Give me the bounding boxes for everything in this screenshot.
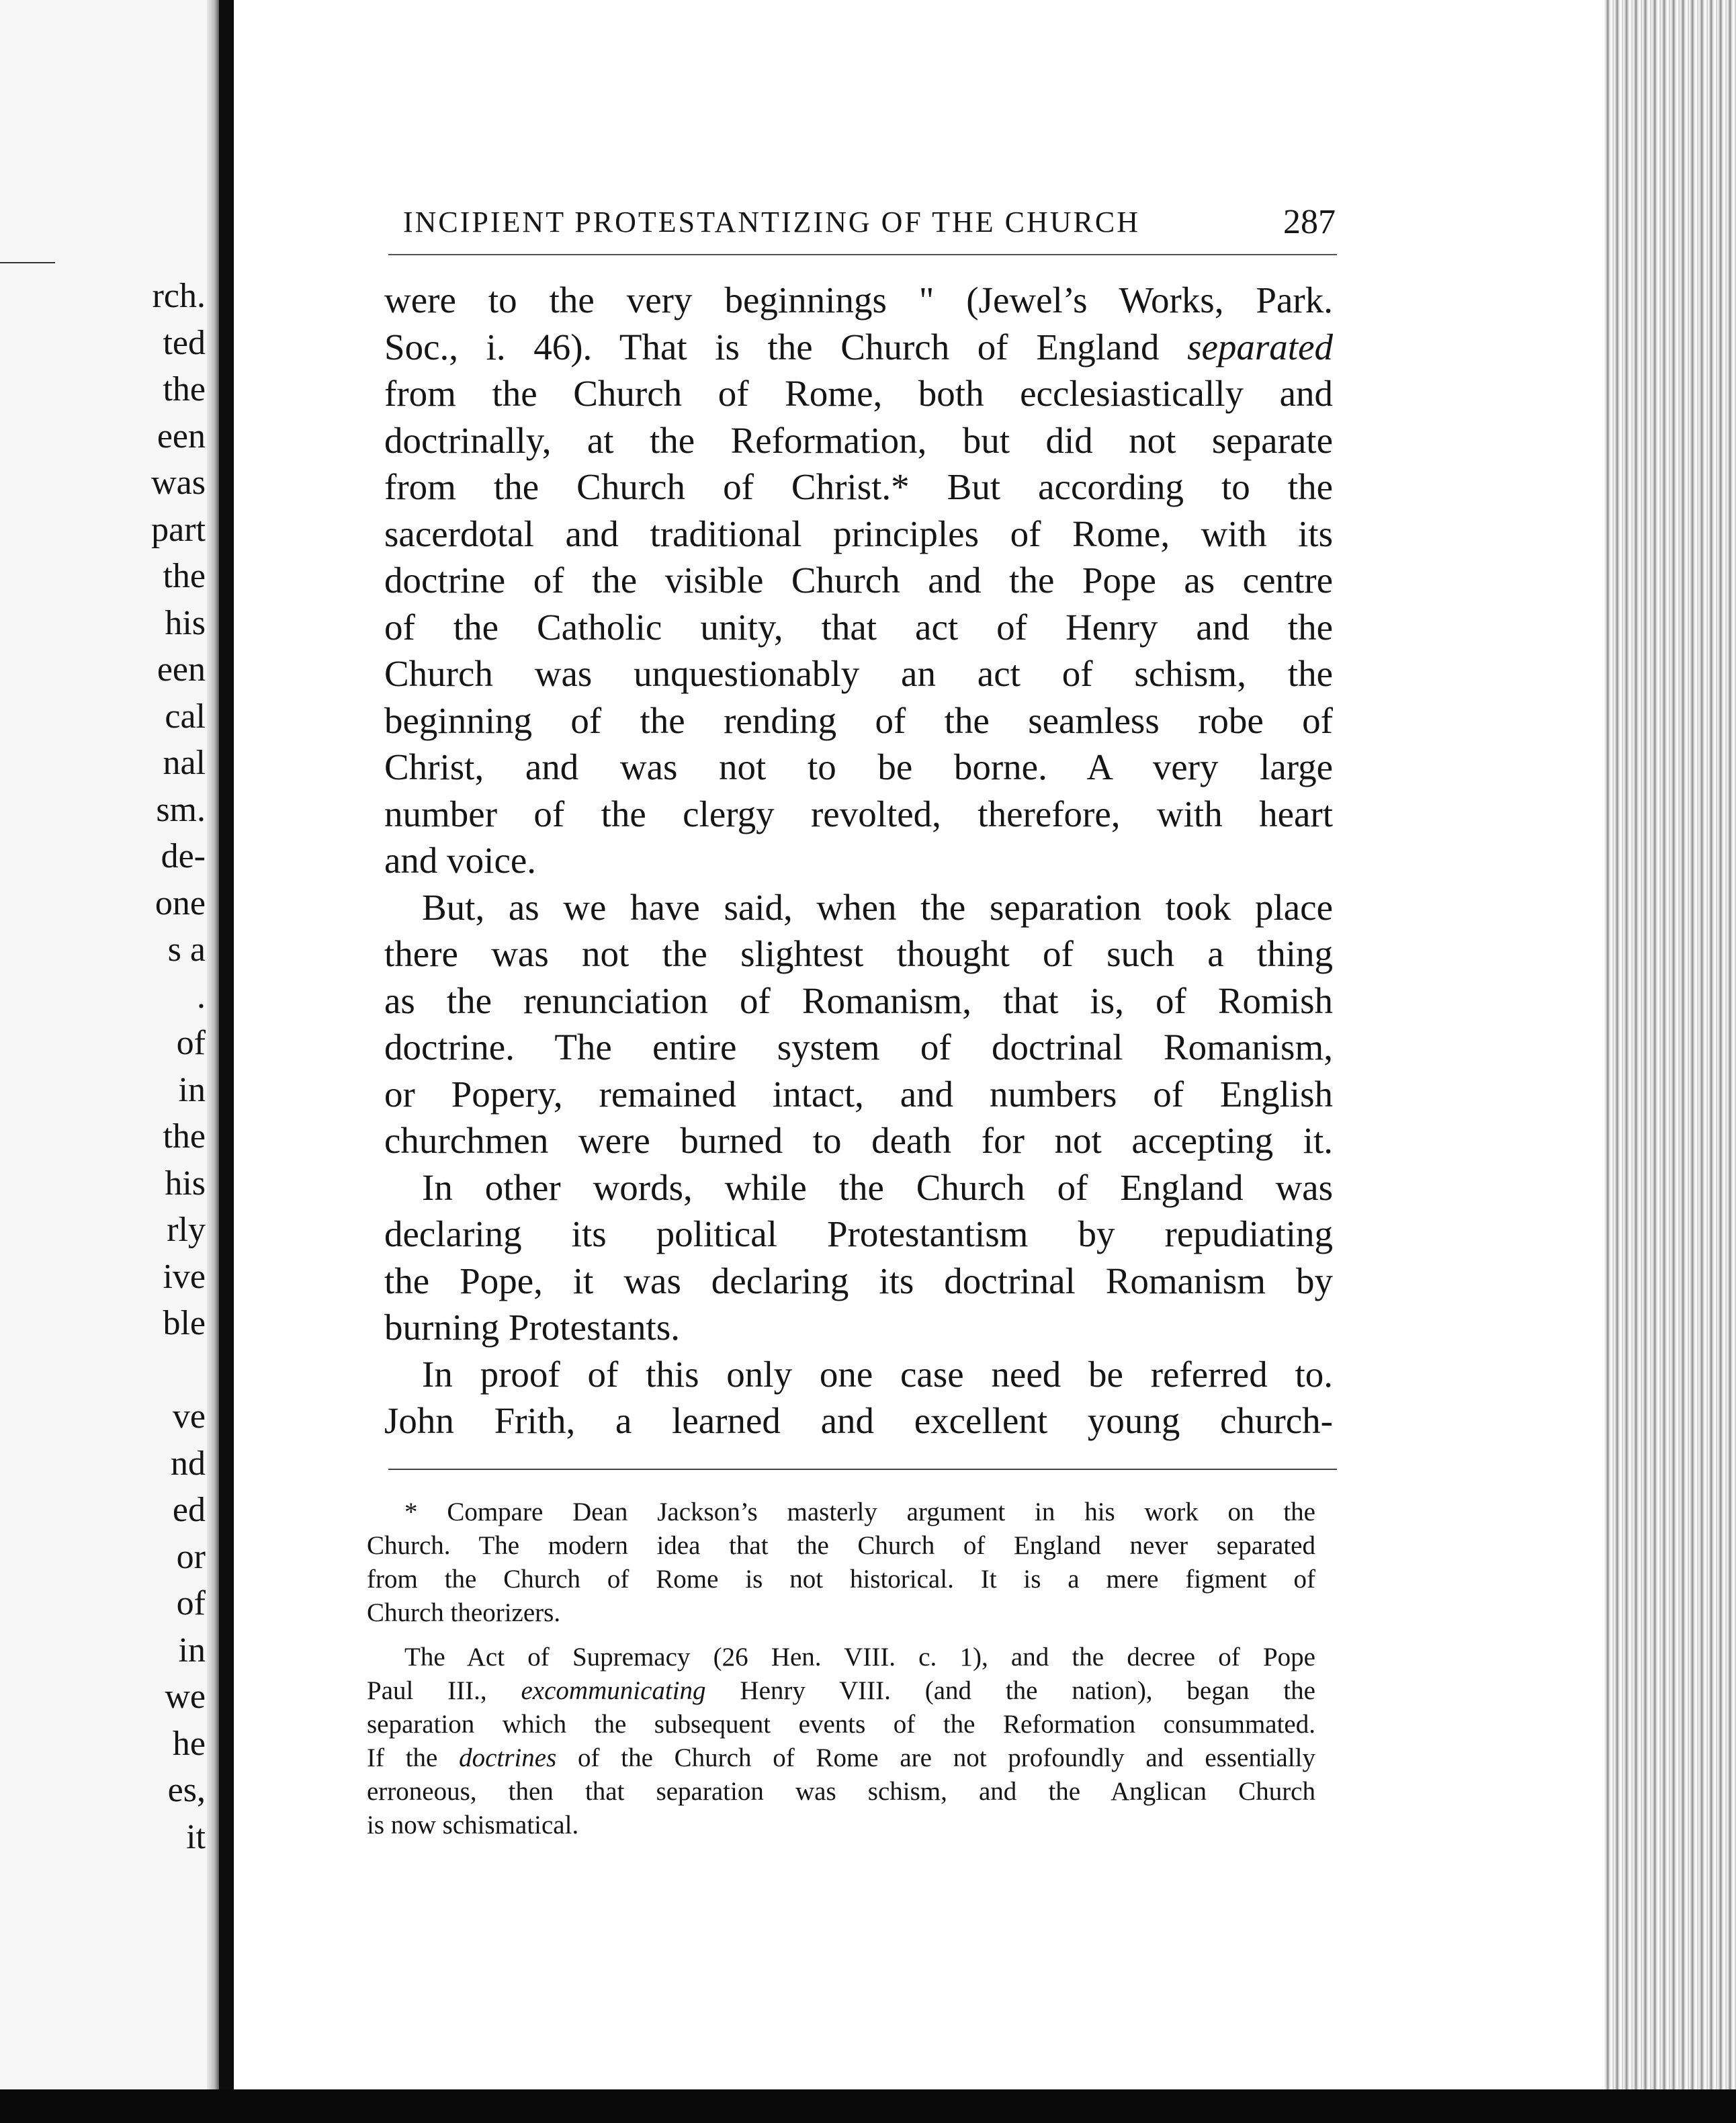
text-line: there was not the slightest thought of such a thing: [384, 933, 1333, 974]
previous-page-fragment: [0, 0, 215, 2089]
footnote: [367, 1496, 1315, 1630]
text-line: [384, 324, 1333, 371]
footnote-line: Church theorizers.: [367, 1598, 561, 1627]
footnote: [367, 1641, 1315, 1842]
text-line: burning Protestants.: [384, 1307, 680, 1348]
header-rule: [388, 254, 1337, 255]
paragraph: [384, 884, 1333, 1164]
previous-page-text: [71, 273, 206, 1860]
previous-page-word: ive: [163, 1257, 206, 1296]
previous-page-word: in: [178, 1070, 206, 1109]
body-text: [384, 277, 1333, 1444]
previous-page-word: of: [176, 1584, 206, 1622]
text-line: In other words, while the Church of England was: [422, 1166, 1333, 1208]
footnote-line: Church. The modern idea that the Church of England never separated: [367, 1531, 1315, 1560]
running-title: INCIPIENT PROTESTANTIZING OF THE CHURCH: [403, 206, 1140, 239]
footnote-line: from the Church of Rome is not historical. It is a mere figment of: [367, 1565, 1315, 1594]
previous-page-word: ble: [163, 1304, 206, 1342]
text-line: churchmen were burned to death for not accepting it.: [384, 1120, 1333, 1161]
footnote-line: * Compare Dean Jackson’s masterly argument in his work on the: [404, 1498, 1315, 1526]
text-line: from the Church of Rome, both ecclesiastically and: [384, 373, 1333, 414]
previous-page-word: rly: [167, 1211, 206, 1249]
running-head: [403, 199, 1336, 246]
text-line: doctrine. The entire system of doctrinal Romanism,: [384, 1027, 1333, 1068]
previous-page-word: one: [155, 883, 206, 922]
footnote-line: is now schismatical.: [367, 1811, 579, 1839]
text-line: were to the very beginnings " (Jewel’s Works, Park.: [384, 279, 1333, 320]
text-run: Soc., i. 46). That is the Church of England: [384, 326, 1188, 367]
previous-page-word: nd: [171, 1444, 206, 1483]
text-line: from the Church of Christ.* But according to the: [384, 466, 1333, 507]
text-line: as the renunciation of Romanism, that is, of Romish: [384, 980, 1333, 1021]
footnote-line: erroneous, then that separation was schism, and the Anglican Church: [367, 1777, 1315, 1806]
text-line: doctrine of the visible Church and the Pope as centre: [384, 560, 1333, 601]
previous-page-word: ted: [163, 323, 206, 362]
italic-term: excommunicating: [521, 1676, 706, 1705]
italic-term: doctrines: [459, 1743, 557, 1772]
scan-border: [0, 2089, 1736, 2123]
text-line: John Frith, a learned and excellent young church-: [384, 1400, 1333, 1441]
previous-page-word: s a: [167, 930, 206, 969]
page-number: 287: [1283, 203, 1336, 241]
text-line: number of the clergy revolted, therefore, with heart: [384, 793, 1333, 834]
footnote-line: The Act of Supremacy (26 Hen. VIII. c. 1), and the decree of Pope: [404, 1643, 1315, 1672]
previous-page-word: sm.: [156, 790, 206, 829]
text-run: If the: [367, 1743, 460, 1772]
previous-page-word: the: [163, 370, 206, 408]
previous-page-word: ve: [172, 1397, 206, 1436]
italic-term: separated: [1187, 326, 1333, 367]
text-line: Church was unquestionably an act of schism, the: [384, 653, 1333, 694]
previous-page-word: his: [165, 603, 206, 642]
page-fore-edge: [1604, 0, 1736, 2089]
text-line: the Pope, it was declaring its doctrinal Romanism by: [384, 1260, 1333, 1301]
text-line: In proof of this only one case need be referred to.: [422, 1353, 1333, 1395]
text-line: declaring its political Protestantism by repudiating: [384, 1213, 1333, 1254]
book-spine: [219, 0, 234, 2089]
previous-page-word: de-: [161, 837, 206, 875]
previous-page-word: [71, 1347, 206, 1394]
previous-page-word: we: [165, 1678, 206, 1716]
paragraph: [384, 277, 1333, 884]
previous-page-word: part: [151, 510, 206, 549]
previous-page-word: the: [163, 557, 206, 595]
footnotes: [367, 1496, 1315, 1842]
paragraph: [384, 1351, 1333, 1444]
text-line: or Popery, remained intact, and numbers of English: [384, 1073, 1333, 1115]
previous-page-word: es,: [167, 1771, 206, 1809]
text-line: sacerdotal and traditional principles of Rome, with its: [384, 513, 1333, 554]
footnote-rule: [388, 1469, 1337, 1470]
text-line: doctrinally, at the Reformation, but did not separate: [384, 419, 1333, 461]
footnote-line: separation which the subsequent events of the Reformation consummated.: [367, 1710, 1315, 1739]
paragraph: [384, 1164, 1333, 1351]
previous-page-word: een: [157, 417, 206, 456]
previous-page-word: his: [165, 1164, 206, 1203]
text-line: But, as we have said, when the separation took place: [422, 886, 1333, 928]
previous-page-word: it: [186, 1817, 206, 1856]
previous-page-word: ed: [172, 1491, 206, 1529]
previous-page-word: he: [172, 1724, 206, 1763]
text-line: of the Catholic unity, that act of Henry and the: [384, 606, 1333, 648]
previous-page-word: the: [163, 1117, 206, 1156]
previous-page-word: was: [151, 464, 206, 502]
footnote-line: [367, 1674, 1315, 1708]
previous-page-rule: [0, 262, 55, 263]
previous-page-word: cal: [165, 697, 206, 736]
text-run: of the Church of Rome are not profoundly and essentially: [556, 1743, 1316, 1772]
text-line: Christ, and was not to be borne. A very large: [384, 746, 1333, 787]
previous-page-word: nal: [163, 744, 206, 782]
gutter-shadow: [207, 0, 220, 2089]
previous-page-word: in: [178, 1631, 206, 1670]
previous-page-word: een: [157, 650, 206, 689]
previous-page-word: .: [197, 977, 206, 1016]
text-line: beginning of the rending of the seamless robe of: [384, 699, 1333, 741]
footnote-line: [367, 1741, 1315, 1775]
previous-page-word: of: [176, 1024, 206, 1062]
previous-page-word: rch.: [152, 277, 206, 315]
text-run: Henry VIII. (and the nation), began the: [705, 1676, 1315, 1705]
text-line: and voice.: [384, 840, 537, 881]
previous-page-word: or: [176, 1537, 206, 1576]
text-run: Paul III.,: [367, 1676, 521, 1705]
